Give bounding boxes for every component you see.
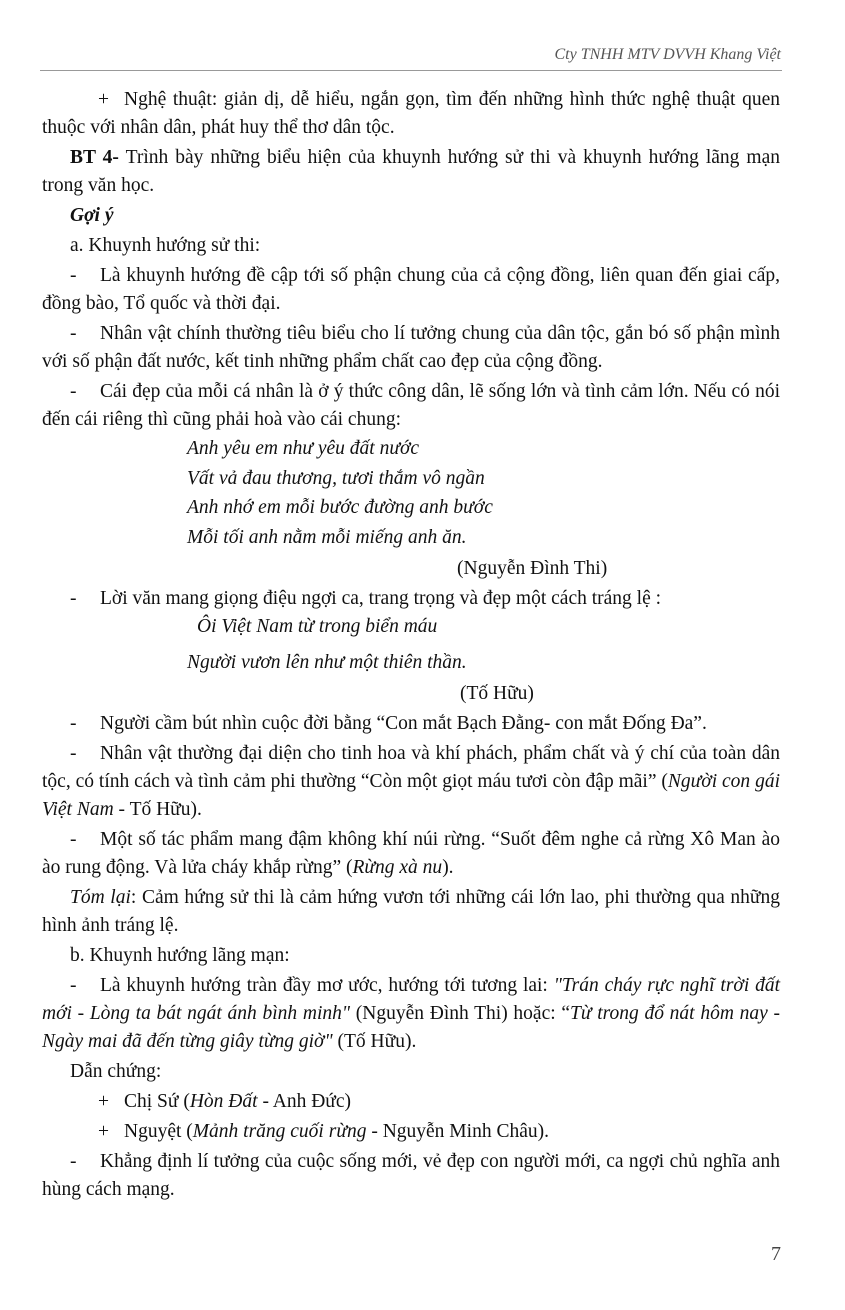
list-item-text: Lời văn mang giọng điệu ngợi ca, trang trọng và đẹp một cách tráng lệ : xyxy=(100,588,662,609)
page-number: 7 xyxy=(771,1243,781,1265)
quote: Từ trong đổ nát hôm nay - Ngày mai đã đến từng giây từng giờ" xyxy=(42,1003,780,1052)
summary-paragraph xyxy=(42,882,780,940)
evidence-text: - Anh Đức) xyxy=(257,1091,351,1112)
plus-marker: + xyxy=(98,1121,109,1142)
list-item xyxy=(42,738,780,824)
list-item-text: Là khuynh hướng tràn đầy mơ ước, hướng tới tương lai: xyxy=(100,975,554,996)
section-a-title: a. Khuynh hướng sử thi: xyxy=(70,235,261,256)
list-item-text: Người cầm bút nhìn cuộc đời bằng “Con mắt Bạch Đằng- con mắt Đống Đa”. xyxy=(100,713,707,734)
evidence-text: - Nguyễn Minh Châu). xyxy=(366,1121,549,1142)
list-item xyxy=(42,824,780,882)
list-item xyxy=(42,970,780,1056)
list-item xyxy=(42,583,780,613)
hint-heading: Gợi ý xyxy=(70,205,114,226)
plus-marker: + xyxy=(98,89,109,110)
list-item-text: - Tố Hữu). xyxy=(113,799,202,820)
list-item xyxy=(42,318,780,376)
page-content xyxy=(42,86,780,1204)
work-title: Mảnh trăng cuối rừng xyxy=(192,1121,367,1142)
list-item xyxy=(42,1146,780,1204)
list-item-text: Là khuynh hướng đề cập tới số phận chung của cả cộng đồng, liên quan đến giai cấp, đồng bào, Tổ quốc và thời đại. xyxy=(42,265,780,314)
work-title: Người con gái Việt Nam xyxy=(42,771,780,820)
dash-marker: - xyxy=(70,829,77,850)
work-title: Rừng xà nu xyxy=(352,857,443,878)
dash-marker: - xyxy=(70,975,77,996)
list-item xyxy=(42,260,780,318)
evidence-item xyxy=(42,1086,780,1116)
dash-marker: - xyxy=(70,1151,77,1172)
art-text: Nghệ thuật: giản dị, dễ hiểu, ngắn gọn, tìm đến những hình thức nghệ thuật quen thuộc với nhân dân, phát huy thể thơ dân tộc. xyxy=(42,89,780,138)
poem-block xyxy=(42,434,780,552)
art-paragraph xyxy=(42,86,780,142)
list-item xyxy=(42,708,780,738)
list-item-text: Cái đẹp của mỗi cá nhân là ở ý thức công dân, lẽ sống lớn và tình cảm lớn. Nếu có nói đến cái riêng thì cũng phải hoà vào cái chung: xyxy=(42,381,780,430)
section-b-title: b. Khuynh hướng lãng mạn: xyxy=(70,945,290,966)
header-rule xyxy=(40,70,782,71)
list-item-text: Nhân vật chính thường tiêu biểu cho lí tưởng chung của dân tộc, gắn bó số phận mình với số phận đất nước, kết tinh những phẩm chất cao đẹp của cộng đồng. xyxy=(42,323,780,372)
poem-line: Anh yêu em như yêu đất nước xyxy=(187,438,420,459)
evidence-text: Nguyệt ( xyxy=(124,1121,193,1142)
dash-marker: - xyxy=(70,381,77,402)
exercise-text: Trình bày những biểu hiện của khuynh hướng sử thi và khuynh hướng lãng mạn trong văn học. xyxy=(42,147,780,196)
summary-label: Tóm lại xyxy=(70,887,131,908)
poem-line: Mỗi tối anh nằm mỗi miếng anh ăn. xyxy=(187,526,467,548)
poem-attribution: (Tố Hữu) xyxy=(460,683,534,704)
work-title: Hòn Đất xyxy=(189,1091,258,1112)
list-item-text: Nhân vật thường đại diện cho tinh hoa và khí phách, phẩm chất và ý chí của toàn dân tộc, có tính cách và tình cảm phi thường “Còn một giọt máu tươi còn đập mãi” ( xyxy=(42,743,780,792)
list-item-text: ). xyxy=(442,857,454,878)
list-item-text: (Nguyễn Đình Thi) hoặc: “ xyxy=(350,1003,571,1024)
dash-marker: - xyxy=(70,743,77,764)
summary-text: : Cảm hứng sử thi là cảm hứng vươn tới những cái lớn lao, phi thường qua những hình ảnh tráng lệ. xyxy=(42,887,781,936)
dash-marker: - xyxy=(70,265,77,286)
evidence-text: Chị Sứ ( xyxy=(124,1091,190,1112)
poem-attribution: (Nguyễn Đình Thi) xyxy=(457,558,608,579)
list-item-text: Khẳng định lí tưởng của cuộc sống mới, vẻ đẹp con người mới, ca ngợi chủ nghĩa anh hùng cách mạng. xyxy=(42,1151,780,1200)
poem-line: Ôi Việt Nam từ trong biển máu xyxy=(197,616,438,637)
dash-marker: - xyxy=(70,588,77,609)
poem-line: Anh nhớ em mỗi bước đường anh bước xyxy=(187,497,493,518)
exercise-heading xyxy=(42,142,780,200)
list-item xyxy=(42,376,780,434)
evidence-item xyxy=(42,1116,780,1146)
exercise-label: BT 4- xyxy=(70,147,119,168)
poem-line: Vất vả đau thương, tươi thắm vô ngần xyxy=(187,467,485,489)
list-item-text: Một số tác phẩm mang đậm không khí núi rừng. “Suốt đêm nghe cả rừng Xô Man ào ào rung động. Và lửa cháy khắp rừng” ( xyxy=(42,829,780,878)
evidence-heading: Dẫn chứng: xyxy=(70,1061,162,1082)
running-header: Cty TNHH MTV DVVH Khang Việt xyxy=(554,46,781,63)
list-item-text: (Tố Hữu). xyxy=(332,1031,417,1052)
poem-line: Người vươn lên như một thiên thần. xyxy=(187,652,467,673)
dash-marker: - xyxy=(70,323,77,344)
dash-marker: - xyxy=(70,713,77,734)
plus-marker: + xyxy=(98,1091,109,1112)
quote: "Trán cháy rực nghĩ trời đất mới - Lòng ta bát ngát ánh bình minh" xyxy=(42,975,780,1024)
